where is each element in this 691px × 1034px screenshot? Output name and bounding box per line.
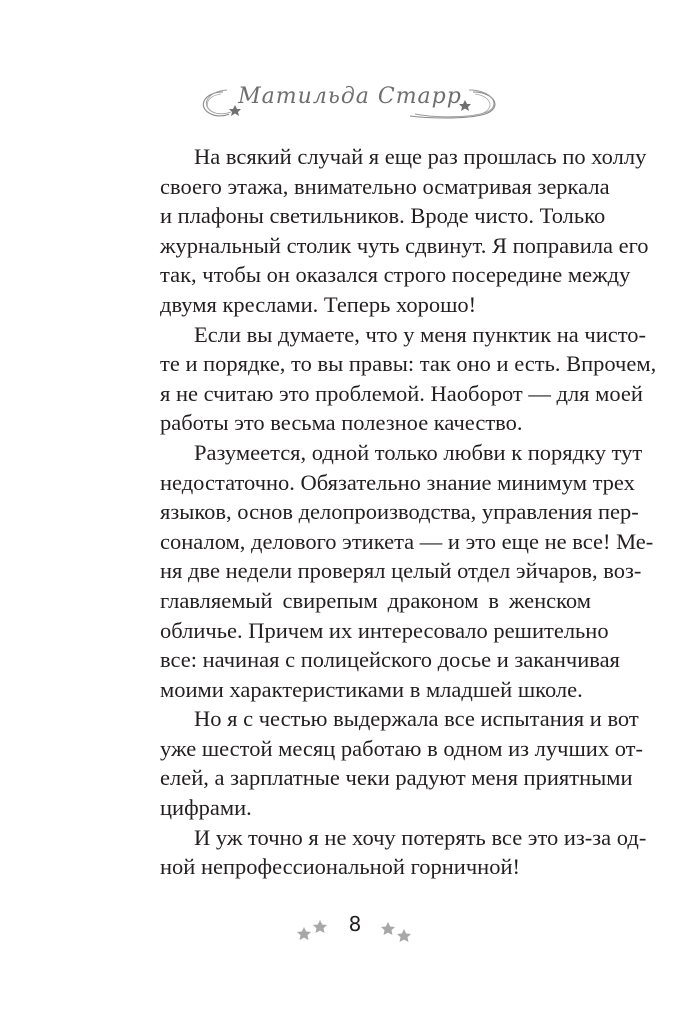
text-line: И уж точно я не хочу потерять все это из-за од-: [194, 824, 647, 850]
text-line: главляемый свирепым драконом в женском: [160, 587, 591, 613]
text-line: журнальный столик чуть сдвинут. Я поправила его: [160, 232, 649, 258]
text-line: так, чтобы он оказался строго посередине между: [160, 262, 631, 288]
text-line: Но я с честью выдержала все испытания и вот: [194, 706, 639, 732]
paragraph-5: [126, 823, 647, 882]
text-line: те и порядке, то вы правы: так оно и есть. Впрочем,: [160, 351, 657, 377]
page-number: 8: [348, 912, 362, 936]
text-line: обличье. Причем их интересовало решительно: [160, 617, 609, 643]
text-line: все: начиная с полицейского досье и заканчивая: [160, 647, 620, 673]
text-line: я не считаю это проблемой. Наоборот — для моей: [160, 380, 643, 406]
text-line: ня две недели проверял целый отдел эйчаров, воз-: [160, 558, 642, 584]
text-line: двумя креслами. Теперь хорошо!: [160, 291, 477, 317]
text-line: ной непрофессиональной горничной!: [160, 854, 520, 880]
text-line: уже шестой месяц работаю в одном из лучших от-: [160, 735, 643, 761]
text-line: моими характеристиками в младшей школе.: [160, 676, 583, 702]
text-line: На всякий случай я еще раз прошлась по холлу: [194, 144, 647, 169]
text-line: Если вы думаете, что у меня пунктик на чисто-: [194, 321, 647, 347]
paragraph-4: [126, 704, 643, 822]
text-line: работы это весьма полезное качество.: [160, 410, 523, 436]
text-line: недостаточно. Обязательно знание минимум трех: [160, 469, 635, 495]
text-line: соналом, делового этикета — и это еще не все! Ме-: [160, 528, 654, 554]
running-header: [195, 78, 505, 128]
text-line: цифрами.: [160, 795, 252, 821]
paragraph-3: [126, 438, 654, 704]
text-line: елей, а зарплатные чеки радуют меня приятными: [160, 765, 633, 791]
paragraph-2: [126, 320, 657, 438]
text-line: своего этажа, внимательно осматривая зеркала: [160, 173, 610, 199]
paragraph-1: [126, 142, 649, 320]
body-text: [126, 142, 657, 882]
page-folio: [290, 908, 420, 948]
running-title: Матильда Старр: [238, 84, 462, 109]
text-line: и плафоны светильников. Вроде чисто. Только: [160, 203, 606, 229]
text-line: Разумеется, одной только любви к порядку тут: [194, 439, 643, 465]
text-line: языков, основ делопроизводства, управления пер-: [160, 499, 639, 525]
